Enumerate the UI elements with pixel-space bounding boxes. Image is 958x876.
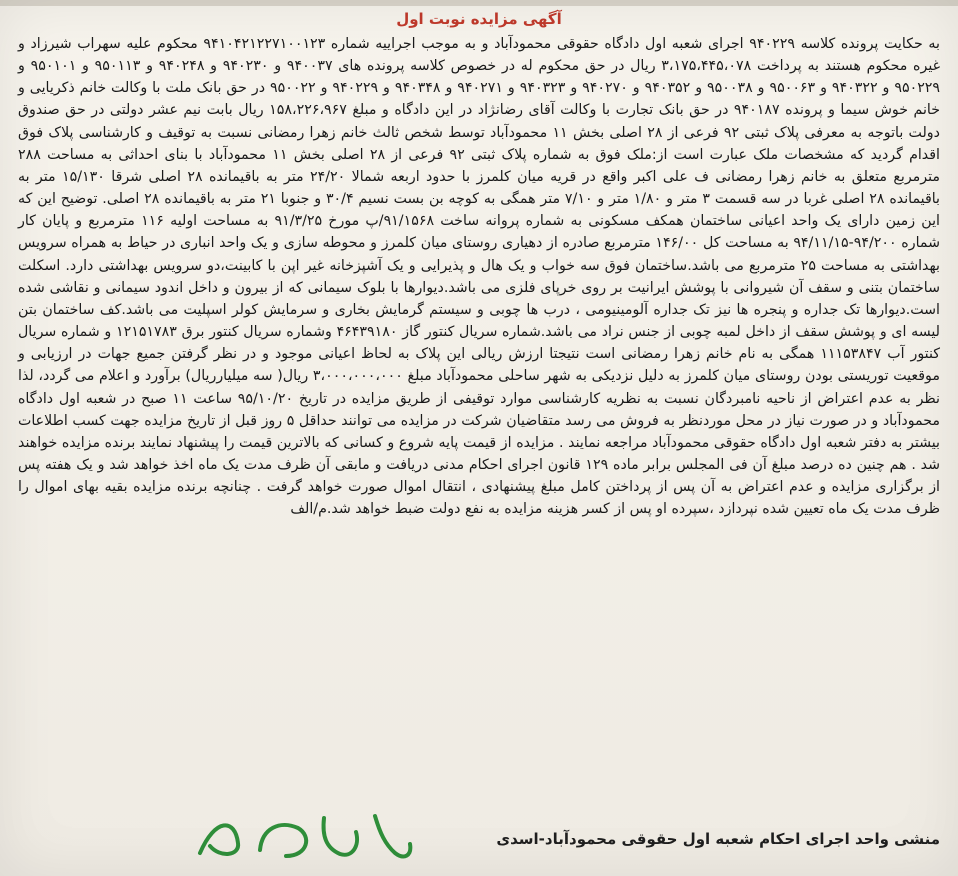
top-border [0, 0, 958, 6]
notice-signature: منشی واحد اجرای احکام شعبه اول حقوقی محمودآباد-اسدی [496, 830, 940, 848]
auction-notice [18, 10, 940, 848]
notice-title: آگهی مزایده نوبت اول [396, 10, 562, 28]
notice-body: به حکایت پرونده کلاسه ۹۴۰۲۲۹ اجرای شعبه اول دادگاه حقوقی محمودآباد و به موجب اجراییه شماره ۹۴۱۰۴۲۱۲۲۷۱۰۰۱۲۳ محکوم علیه سهراب شیرزاد و غیره محکوم هستند به پرداخت ۳،۱۷۵،۴۴۵،۰۷۸ ریال در حق محکوم له در خصوص کلاسه پرونده های ۹۴۰۰۳۷ و ۹۴۰۲۳۰ و ۹۴۰۲۴۸ و ۹۵۰۱۱۳ و ۹۵۰۱۰۱ و ۹۵۰۲۲۹ و ۹۴۰۳۲۲ و ۹۵۰۰۶۳ و ۹۵۰۰۳۸ و ۹۴۰۳۵۲ و ۹۴۰۲۷۰ و ۹۴۰۳۲۳ و ۹۴۰۲۷۱ و ۹۴۰۳۴۸ و ۹۴۰۲۲۹ و ۹۵۰۰۲۲ در حق بانک ملت با وکالت خانم ذکریایی و خانم خوش سیما و پرونده ۹۴۰۱۸۷ در حق بانک تجارت با وکالت آقای رضانژاد در این دادگاه و مبلغ ۱۵۸،۲۲۶،۹۶۷ ریال بابت نیم عشر دولتی در حق صندوق دولت باتوجه به معرفی پلاک ثبتی ۹۲ فرعی از ۲۸ اصلی بخش ۱۱ محمودآباد توسط شخص ثالث خانم زهرا رمضانی نسبت به توقیف و کارشناسی پلاک فوق اقدام گردید که مشخصات ملک عبارت است از:ملک فوق به شماره پلاک ثبتی ۹۲ فرعی از ۲۸ اصلی بخش ۱۱ محمودآباد با بنای احداثی به مساحت ۲۸۸ مترمربع متعلق به خانم زهرا رمضانی ف علی اکبر واقع در قریه میان کلمرز با حدود اربعه شمالا ۲۴/۲۰ متر به باقیمانده ۲۸ اصلی شرقا ۱۵/۱۳۰ متر به باقیمانده ۲۸ اصلی غربا در سه قسمت ۳ متر و ۱/۸۰ متر و ۷/۱۰ متر همگی به کوچه بن بست نسیم ۳۰/۴ و جنوبا ۲۱ متر به باقیمانده ۲۸ اصلی. توضیح این که این زمین دارای یک واحد اعیانی ساختمان همکف مسکونی به شماره پروانه ساخت ۹۱/۱۵۶۸/پ مورخ ۹۱/۳/۲۵ به مساحت اولیه ۱۱۶ مترمربع و پایان کار شماره ۹۴/۲۰۰-۹۴/۱۱/۱۵ به مساحت کل ۱۴۶/۰۰ مترمربع صادره از دهیاری روستای میان کلمرز و محوطه سازی و یک واحد انباری در حیاط به همراه سرویس بهداشتی به مساحت ۲۵ مترمربع می باشد.ساختمان فوق سه خواب و یک هال و پذیرایی و یک آشپزخانه غیر اپن با کابینت،دو سرویس بهداشتی دارد. اسکلت ساختمان بتنی و سقف آن شیروانی با پوشش ایرانیت بر روی خرپای فلزی می باشد.دیوارها با بلوک سیمانی که از بیرون و داخل اندود سیمانی و نقاشی شده است.دیوارها تک جداره و پنجره ها نیز تک جداره آلومینیومی ، درب ها چوبی و سیستم گرمایش بخاری و سرمایش کولر اسپلیت می باشد.کف ساختمان بتن لیسه ای و پوشش سقف از داخل لمبه چوبی از جنس نراد می باشد.شماره سریال کنتور گاز ۴۶۴۳۹۱۸۰ وشماره سریال کنتور برق ۱۲۱۵۱۷۸۳ و شماره سریال کنتور آب ۱۱۱۵۳۸۴۷ همگی به نام خانم زهرا رمضانی است نتیجتا ارزش ریالی این پلاک به لحاظ اعیانی موجود و در نظر گرفتن جمیع جهات در ارزیابی و موقعیت توریستی بودن روستای میان کلمرز به دلیل نزدیکی به شهر ساحلی محمودآباد مبلغ ۳،۰۰۰،۰۰۰،۰۰۰ ریال( سه میلیارریال) برآورد و اعلام می گردد، لذا نظر به عدم اعتراض از ناحیه نامبردگان نسبت به نظریه کارشناسی موارد توقیفی از طریق مزایده در تاریخ ۹۵/۱۰/۲۰ ساعت ۱۱ صبح در شعبه اول دادگاه محمودآباد و در صورت نیاز در محل موردنظر به فروش می رسد متقاضیان شرکت در مزایده می توانند حداقل ۵ روز قبل از تاریخ مزایده جهت کسب اطلاعات بیشتر به دفتر شعبه اول دادگاه حقوقی محمودآباد مراجعه نمایند . مزایده از قیمت پایه شروع و کسانی که بالاترین قیمت را پیشنهاد نمایند برنده مزایده خواهند شد . هم چنین ده درصد مبلغ آن فی المجلس برابر ماده ۱۲۹ قانون اجرای احکام مدنی دریافت و مابقی آن ظرف مدت یک ماه اخذ خواهد شد و یک هفته پس از برگزاری مزایده و عدم اعتراض به آن پس از پرداختن کامل مبلغ پیشنهادی ، انتقال اموال صورت خواهد گرفت . چنانچه برنده مزایده بقیه بهای اموال را ظرف مدت یک ماه تعیین شده نپردازد ،سپرده او پس از کسر هزینه مزایده به نفع دولت ضبط خواهد شد.م/الف [18, 36, 941, 518]
